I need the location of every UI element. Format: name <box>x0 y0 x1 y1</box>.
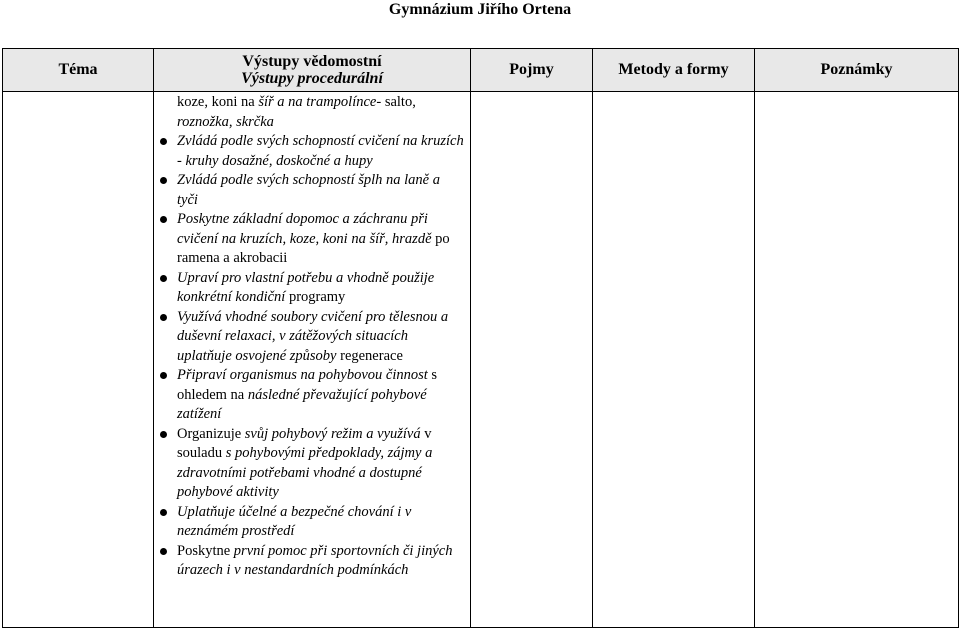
outcome-text: první pomoc při sportovních či jiných úrazech i v nestandardních podmínkách <box>177 542 453 578</box>
outcome-text: s pohybovými předpoklady, zájmy a zdravotními potřebami vhodné a dostupné pohybové aktivity <box>177 445 433 500</box>
outcome-item <box>154 132 464 171</box>
school-name-header: Gymnázium Jiřího Ortena <box>388 1 572 18</box>
column-header-tema: Téma <box>3 49 154 92</box>
outcome-item <box>154 425 464 503</box>
outcome-item <box>154 93 464 132</box>
outcome-text: Zvládá podle svých schopností cvičení na kruzích - kruhy dosažné, doskočné a hupy <box>177 133 464 169</box>
outcome-text: v souladu <box>177 425 432 461</box>
outcome-item <box>154 366 464 425</box>
cell-tema <box>3 92 154 628</box>
outcome-text: Připraví organismus na pohybovou činnost <box>177 367 428 383</box>
outcome-text: s ohledem na <box>177 367 438 403</box>
outcome-item <box>154 210 464 269</box>
outcome-text: Využívá vhodné soubory cvičení pro tělesnou a duševní relaxaci, v zátěžových situacích uplatňuje osvojené způsoby <box>177 308 449 364</box>
outcome-text: Poskytne <box>177 542 234 559</box>
outcome-text: Poskytne základní dopomoc a záchranu při cvičení na kruzích, koze, koni na šíř, hrazdě <box>177 211 432 247</box>
outcome-text: následné převažující pohybové zatížení <box>177 386 427 422</box>
column-header-vystupy-proceduralni: Výstupy procedurální <box>241 70 383 87</box>
bullet-icon <box>160 431 167 438</box>
column-header-metody: Metody a formy <box>593 49 755 92</box>
bullet-icon <box>160 314 167 321</box>
bullet-icon <box>160 509 167 516</box>
curriculum-table <box>2 48 959 628</box>
table-header-row <box>3 49 959 92</box>
outcome-text: - salto, <box>376 94 416 110</box>
bullet-icon <box>160 216 167 223</box>
outcome-item <box>154 542 464 581</box>
cell-vystupy <box>154 92 471 628</box>
cell-pojmy <box>471 92 593 628</box>
column-header-vystupy <box>154 49 471 92</box>
cell-poznamky <box>755 92 959 628</box>
column-header-vystupy-vedomostni: Výstupy vědomostní <box>242 53 382 70</box>
table-row <box>3 92 959 628</box>
outcome-text: Upraví pro vlastní potřebu a vhodně použije konkrétní kondiční <box>177 269 435 305</box>
outcome-text: Uplatňuje účelné a bezpečné chování i v neznámém prostředí <box>177 503 412 539</box>
bullet-icon <box>160 177 167 184</box>
column-header-pojmy: Pojmy <box>471 49 593 92</box>
outcomes-list <box>154 92 470 581</box>
outcome-text: programy <box>285 289 346 305</box>
bullet-icon <box>160 372 167 379</box>
bullet-icon <box>160 548 167 555</box>
outcome-text: Organizuje <box>177 425 245 442</box>
outcome-item <box>154 503 464 542</box>
outcome-text: po ramena a akrobacii <box>177 230 450 266</box>
outcome-text: roznožka, skrčka <box>177 113 274 130</box>
cell-metody <box>593 92 755 628</box>
outcome-text: koze, koni na <box>177 94 259 110</box>
outcome-item <box>154 308 464 367</box>
outcome-item <box>154 171 464 210</box>
outcome-text: Zvládá podle svých schopností šplh na laně a tyči <box>177 172 440 208</box>
outcome-text: šíř a na trampolíncе <box>258 94 377 110</box>
bullet-icon <box>160 138 167 145</box>
outcome-text: regenerace <box>336 347 403 364</box>
outcome-item <box>154 269 464 308</box>
bullet-icon <box>160 275 167 282</box>
column-header-poznamky: Poznámky <box>755 49 959 92</box>
outcome-text: svůj pohybový režim a využívá <box>244 425 421 442</box>
